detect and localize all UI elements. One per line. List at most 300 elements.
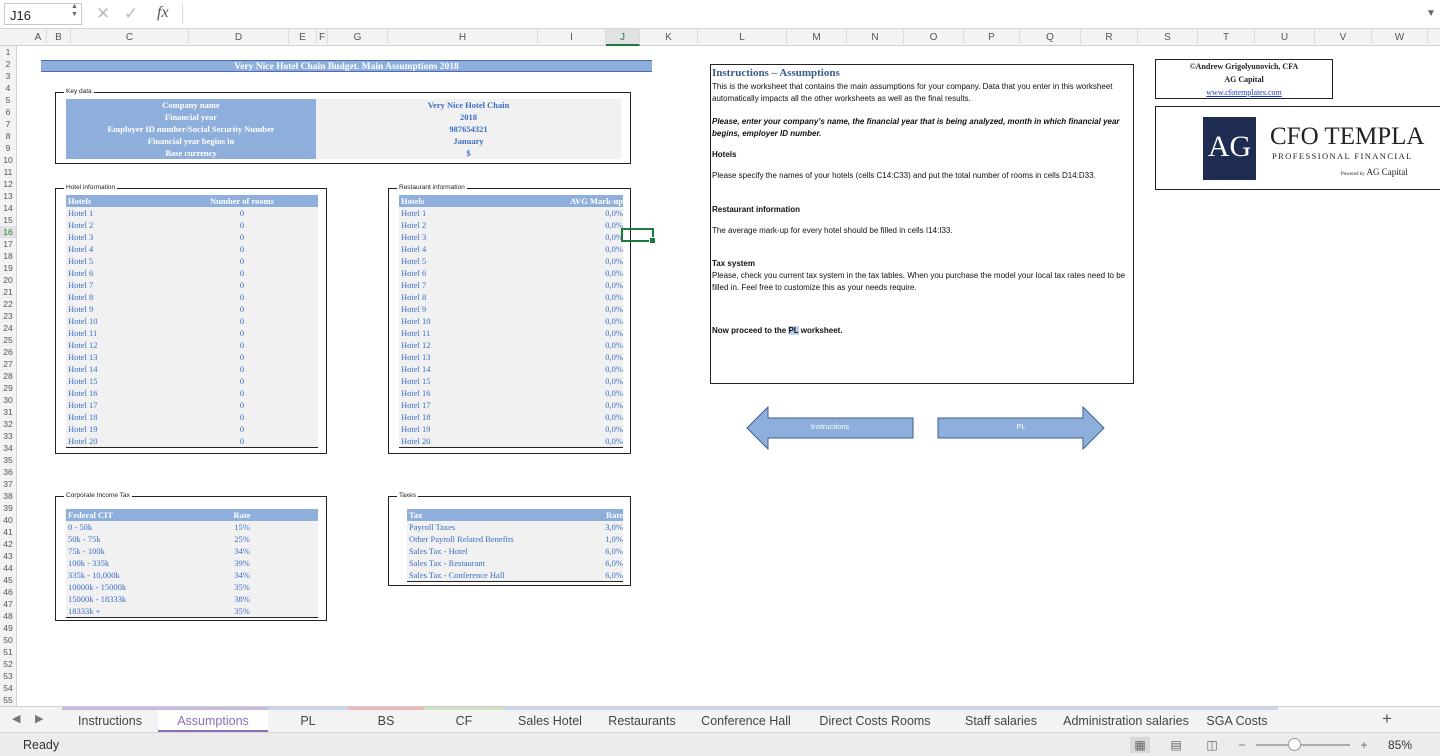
restaurant-info-value-cell[interactable]: 0,0% (605, 232, 623, 242)
column-header-w[interactable]: W (1372, 29, 1428, 46)
zoom-slider[interactable] (1256, 744, 1350, 746)
hotel-info-label-cell[interactable]: Hotel 1 (68, 208, 94, 218)
restaurant-info-row (399, 303, 623, 315)
restaurant-info-value-cell[interactable]: 0,0% (605, 220, 623, 230)
hotel-info-row (66, 339, 318, 351)
hotel-info-row (66, 363, 318, 375)
restaurant-info-value-cell[interactable]: 0,0% (605, 208, 623, 218)
row-header-13[interactable]: 13 (3, 191, 13, 201)
worksheet-grid[interactable] (17, 46, 1440, 706)
hotel-info-value-cell[interactable]: 0 (239, 376, 245, 386)
credit-box (1155, 59, 1333, 99)
row-header-1[interactable]: 1 (5, 47, 11, 57)
zoom-level[interactable]: 85% (1388, 738, 1413, 752)
row-header-54[interactable]: 54 (3, 683, 13, 693)
tab-pl[interactable]: PL (268, 707, 348, 732)
row-header-16[interactable]: 16 (0, 226, 16, 238)
row-header-11[interactable]: 11 (3, 167, 13, 177)
hotel-info-label-cell[interactable]: Hotel 13 (68, 352, 98, 362)
hotel-info-label-cell[interactable]: Hotel 8 (68, 292, 94, 302)
hotel-info-row (66, 243, 318, 255)
corporate-tax-label: Corporate Income Tax (66, 492, 130, 499)
row-header-50[interactable]: 50 (3, 635, 13, 645)
column-header-k[interactable]: K (640, 29, 698, 46)
selected-cell[interactable] (621, 228, 654, 242)
row-header-49[interactable]: 49 (3, 623, 13, 633)
cfo-templates-logo (1155, 106, 1440, 190)
corporate-tax-value-cell[interactable]: 34% (234, 570, 250, 580)
restaurant-info-box (388, 184, 631, 454)
hotel-info-value-cell[interactable]: 0 (239, 292, 245, 302)
restaurant-info-label-cell[interactable]: Hotel 14 (401, 364, 431, 374)
corporate-tax-label-cell[interactable]: 0 - 50k (68, 522, 93, 532)
hotel-info-label-cell[interactable]: Hotel 16 (68, 388, 98, 398)
taxes-label-cell[interactable]: Payroll Taxes (409, 522, 456, 532)
corporate-tax-header-col1: Federal CIT (68, 510, 114, 520)
instructions-restaurant-heading: Restaurant information (712, 205, 801, 214)
column-header-a[interactable]: A (30, 29, 47, 46)
restaurant-info-label-cell[interactable]: Hotel 5 (401, 256, 427, 266)
row-header-43[interactable]: 43 (3, 551, 13, 561)
restaurant-info-label-cell[interactable]: Hotel 17 (401, 400, 431, 410)
row-header-53[interactable]: 53 (3, 671, 13, 681)
row-header-26[interactable]: 26 (3, 347, 13, 357)
restaurant-info-value-cell[interactable]: 0,0% (605, 388, 623, 398)
add-sheet-icon[interactable]: + (1382, 709, 1392, 728)
function-icon[interactable]: fx (157, 4, 169, 21)
column-header-e[interactable]: E (289, 29, 317, 46)
key-data-value-cell[interactable]: 987654321 (316, 123, 621, 135)
column-header-o[interactable]: O (904, 29, 964, 46)
row-header-7[interactable]: 7 (5, 119, 11, 129)
column-header-l[interactable]: L (698, 29, 787, 46)
restaurant-info-label-cell[interactable]: Hotel 1 (401, 208, 427, 218)
restaurant-info-row (399, 279, 623, 291)
row-header-42[interactable]: 42 (3, 539, 13, 549)
restaurant-info-row (399, 219, 623, 231)
row-header-48[interactable]: 48 (3, 611, 13, 621)
corporate-tax-row (66, 593, 318, 605)
hotel-info-value-cell[interactable]: 0 (239, 412, 245, 422)
taxes-row (407, 533, 623, 545)
hotel-info-label-cell[interactable]: Hotel 18 (68, 412, 98, 422)
hotel-info-row (66, 219, 318, 231)
row-header-28[interactable]: 28 (3, 371, 13, 381)
hotel-info-row (66, 327, 318, 339)
key-data-row (66, 147, 621, 159)
row-header-38[interactable]: 38 (3, 491, 13, 501)
row-header-21[interactable]: 21 (3, 287, 13, 297)
instructions-tax-heading: Tax system (712, 259, 755, 268)
restaurant-info-value-cell[interactable]: 0,0% (605, 256, 623, 266)
corporate-tax-label-cell[interactable]: 100k - 335k (68, 558, 110, 568)
row-header-12[interactable]: 12 (3, 179, 13, 189)
taxes-label-cell[interactable]: Other Payroll Related Benefits (409, 534, 514, 544)
row-header-47[interactable]: 47 (3, 599, 13, 609)
row-header-5[interactable]: 5 (5, 95, 11, 105)
instructions-hotels: Please specify the names of your hotels (cells C14:C33) and put the total number of rooms in cells D14:D33. (712, 171, 1096, 180)
instructions-enter: Please, enter your company’s name, the financial year that is being analyzed, month in which financial year begins, employer ID number. (712, 117, 1120, 138)
proceed-link[interactable]: PL (788, 326, 799, 335)
hotel-info-value-cell[interactable]: 0 (239, 244, 245, 254)
restaurant-info-row (399, 375, 623, 387)
row-header-51[interactable]: 51 (3, 647, 13, 657)
hotel-info-row (66, 375, 318, 387)
restaurant-info-value-cell[interactable]: 0,0% (605, 280, 623, 290)
hotel-info-label-cell[interactable]: Hotel 17 (68, 400, 98, 410)
hotel-info-row (66, 267, 318, 279)
row-header-10[interactable]: 10 (3, 155, 13, 165)
restaurant-info-row (399, 243, 623, 255)
row-header-52[interactable]: 52 (3, 659, 13, 669)
restaurant-info-row (399, 339, 623, 351)
tab-cf[interactable]: CF (424, 707, 504, 732)
row-header-41[interactable]: 41 (3, 527, 13, 537)
column-header-c[interactable]: C (71, 29, 189, 46)
corporate-tax-value-cell[interactable]: 25% (234, 534, 250, 544)
key-data-value-cell[interactable]: January (316, 135, 621, 147)
hotel-info-row (66, 231, 318, 243)
tab-administration-salaries[interactable]: Administration salaries (1056, 707, 1196, 732)
key-data-row (66, 111, 621, 123)
restaurant-info-value-cell[interactable]: 0,0% (605, 316, 623, 326)
restaurant-info-label-cell[interactable]: Hotel 20 (401, 436, 431, 446)
restaurant-info-label-cell[interactable]: Hotel 4 (401, 244, 427, 254)
restaurant-info-label-cell[interactable]: Hotel 19 (401, 424, 431, 434)
restaurant-info-value-cell[interactable]: 0,0% (605, 400, 623, 410)
taxes-label-cell[interactable]: Sales Tax - Conference Hall (409, 570, 505, 580)
taxes-value-cell[interactable]: 6,0% (605, 546, 623, 556)
row-header-8[interactable]: 8 (5, 131, 11, 141)
name-box[interactable]: J16 (4, 3, 82, 25)
restaurant-info-row (399, 267, 623, 279)
row-header-14[interactable]: 14 (3, 203, 13, 213)
column-header-m[interactable]: M (787, 29, 847, 46)
restaurant-info-bottom-border (399, 447, 623, 448)
restaurant-info-value-cell[interactable]: 0,0% (605, 376, 623, 386)
restaurant-info-value-cell[interactable]: 0,0% (605, 268, 623, 278)
row-header-24[interactable]: 24 (3, 323, 13, 333)
column-header-g[interactable]: G (328, 29, 388, 46)
hotel-info-row (66, 351, 318, 363)
corporate-tax-row (66, 605, 318, 617)
row-header-36[interactable]: 36 (3, 467, 13, 477)
row-header-30[interactable]: 30 (3, 395, 13, 405)
corporate-tax-label-cell[interactable]: 15000k - 18333k (68, 594, 127, 604)
instructions-proceed (712, 325, 1132, 337)
taxes-box (388, 492, 631, 586)
row-header-9[interactable]: 9 (5, 143, 11, 153)
credit-company: AG Capital (1224, 75, 1264, 84)
confirm-icon[interactable]: ✓ (124, 4, 139, 23)
corporate-tax-label-cell[interactable]: 75k - 100k (68, 546, 105, 556)
column-header-f[interactable]: F (317, 29, 328, 46)
hotel-info-label-cell[interactable]: Hotel 9 (68, 304, 94, 314)
name-box-arrows-icon[interactable]: ▲ ▼ (71, 3, 78, 18)
instructions-restaurant: The average mark-up for every hotel should be filled in cells I14:I33. (712, 226, 953, 235)
restaurant-info-label: Restaurant information (399, 184, 465, 191)
key-data-row (66, 123, 621, 135)
hotel-info-value-cell[interactable]: 0 (239, 400, 245, 410)
normal-view-icon[interactable]: ▦ (1130, 737, 1150, 753)
hotel-info-value-cell[interactable]: 0 (239, 388, 245, 398)
restaurant-info-label-cell[interactable]: Hotel 8 (401, 292, 427, 302)
restaurant-info-value-cell[interactable]: 0,0% (605, 352, 623, 362)
restaurant-info-value-cell[interactable]: 0,0% (605, 328, 623, 338)
row-header-25[interactable]: 25 (3, 335, 13, 345)
hotel-info-label-cell[interactable]: Hotel 3 (68, 232, 94, 242)
column-header-b[interactable]: B (47, 29, 71, 46)
row-header-20[interactable]: 20 (3, 275, 13, 285)
column-header-j[interactable]: J (606, 29, 640, 46)
hotel-info-label-cell[interactable]: Hotel 2 (68, 220, 94, 230)
proceed-text: Now proceed to the (712, 326, 789, 335)
hotel-info-header-col1: Hotels (68, 196, 92, 206)
taxes-row (407, 569, 623, 581)
tab-conference-hall[interactable]: Conference Hall (688, 707, 804, 732)
restaurant-info-label-cell[interactable]: Hotel 3 (401, 232, 427, 242)
taxes-value-cell[interactable]: 6,0% (605, 558, 623, 568)
row-header-17[interactable]: 17 (3, 239, 13, 249)
cancel-icon[interactable]: ✕ (96, 4, 111, 23)
hotel-info-value-cell[interactable]: 0 (239, 232, 245, 242)
column-header-t[interactable]: T (1198, 29, 1255, 46)
instructions-tax: Please, check you current tax system in the tax tables. When you purchase the model your local tax rates need to be filled in. Feel free to customize this as your needs require. (712, 271, 1126, 292)
row-header-18[interactable]: 18 (3, 251, 13, 261)
row-header-44[interactable]: 44 (3, 563, 13, 573)
prev-sheet-icon[interactable]: ◀ (12, 713, 21, 725)
column-header-d[interactable]: D (189, 29, 289, 46)
key-data-label-cell: Financial year begins in (66, 135, 316, 147)
row-header-45[interactable]: 45 (3, 575, 13, 585)
key-data-box (55, 88, 631, 164)
corporate-tax-label-cell[interactable]: 18333k + (68, 606, 101, 616)
tab-restaurants[interactable]: Restaurants (596, 707, 688, 732)
column-header-q[interactable]: Q (1020, 29, 1081, 46)
zoom-slider-knob[interactable] (1288, 738, 1301, 751)
restaurant-info-label-cell[interactable]: Hotel 16 (401, 388, 431, 398)
key-data-value-cell[interactable]: $ (316, 147, 621, 159)
key-data-table (66, 99, 621, 159)
tab-assumptions[interactable]: Assumptions (158, 707, 268, 732)
instructions-nav-button[interactable] (746, 406, 914, 450)
hotel-info-row (66, 423, 318, 435)
hotel-info-label-cell[interactable]: Hotel 20 (68, 436, 98, 446)
hotel-info-label-cell[interactable]: Hotel 6 (68, 268, 94, 278)
row-header-40[interactable]: 40 (3, 515, 13, 525)
row-header-46[interactable]: 46 (3, 587, 13, 597)
hotel-info-value-cell[interactable]: 0 (239, 208, 245, 218)
hotel-info-label-cell[interactable]: Hotel 4 (68, 244, 94, 254)
hotel-info-value-cell[interactable]: 0 (239, 280, 245, 290)
hotel-info-label-cell[interactable]: Hotel 14 (68, 364, 98, 374)
powered-prefix: Powered by (1341, 172, 1365, 177)
hotel-info-value-cell[interactable]: 0 (239, 352, 245, 362)
row-header-6[interactable]: 6 (5, 107, 11, 117)
column-headers (0, 29, 1440, 46)
proceed-text-end: worksheet. (798, 326, 843, 335)
next-sheet-icon[interactable]: ▶ (35, 713, 44, 725)
taxes-value-cell[interactable]: 3,0% (605, 522, 623, 532)
restaurant-info-label-cell[interactable]: Hotel 9 (401, 304, 427, 314)
tab-direct-costs-rooms[interactable]: Direct Costs Rooms (804, 707, 946, 732)
hotel-info-label-cell[interactable]: Hotel 5 (68, 256, 94, 266)
corporate-tax-row (66, 569, 318, 581)
restaurant-info-label-cell[interactable]: Hotel 15 (401, 376, 431, 386)
taxes-label-cell[interactable]: Sales Tax - Restaurant (409, 558, 485, 568)
hotel-info-value-cell[interactable]: 0 (239, 304, 245, 314)
column-header-u[interactable]: U (1255, 29, 1315, 46)
row-header-22[interactable]: 22 (3, 299, 13, 309)
tab-sga-costs[interactable]: SGA Costs (1196, 707, 1278, 732)
hotel-info-value-cell[interactable]: 0 (239, 328, 245, 338)
tab-bs[interactable]: BS (348, 707, 424, 732)
key-data-label-cell: Financial year (66, 111, 316, 123)
hotel-info-value-cell[interactable]: 0 (239, 220, 245, 230)
corporate-tax-value-cell[interactable]: 34% (234, 546, 250, 556)
hotel-info-value-cell[interactable]: 0 (239, 424, 245, 434)
restaurant-info-value-cell[interactable]: 0,0% (605, 436, 623, 446)
row-headers (0, 46, 17, 706)
credit-url-link[interactable]: www.cfotemplates.com (1206, 88, 1282, 97)
hotel-info-value-cell[interactable]: 0 (239, 436, 245, 446)
column-header-v[interactable]: V (1315, 29, 1372, 46)
hotel-info-row (66, 435, 318, 447)
zoom-out-icon[interactable]: − (1238, 738, 1246, 752)
key-data-row (66, 135, 621, 147)
restaurant-info-value-cell[interactable]: 0,0% (605, 340, 623, 350)
tab-sales-hotel[interactable]: Sales Hotel (504, 707, 596, 732)
key-data-value-cell[interactable]: Very Nice Hotel Chain (316, 99, 621, 111)
restaurant-info-value-cell[interactable]: 0,0% (605, 412, 623, 422)
hotel-info-value-cell[interactable]: 0 (239, 316, 245, 326)
restaurant-info-label-cell[interactable]: Hotel 11 (401, 328, 431, 338)
hotel-info-label-cell[interactable]: Hotel 10 (68, 316, 98, 326)
row-header-19[interactable]: 19 (3, 263, 13, 273)
row-header-33[interactable]: 33 (3, 431, 13, 441)
taxes-row (407, 557, 623, 569)
restaurant-info-label-cell[interactable]: Hotel 6 (401, 268, 427, 278)
hotel-info-value-cell[interactable]: 0 (239, 364, 245, 374)
row-header-32[interactable]: 32 (3, 419, 13, 429)
row-header-15[interactable]: 15 (3, 215, 13, 225)
taxes-bottom-border (407, 581, 623, 582)
row-header-4[interactable]: 4 (5, 83, 11, 93)
restaurant-info-value-cell[interactable]: 0,0% (605, 364, 623, 374)
row-header-2[interactable]: 2 (5, 59, 11, 69)
hotel-info-row (66, 291, 318, 303)
corporate-tax-value-cell[interactable]: 15% (234, 522, 250, 532)
row-header-31[interactable]: 31 (3, 407, 13, 417)
row-header-29[interactable]: 29 (3, 383, 13, 393)
column-header-p[interactable]: P (964, 29, 1020, 46)
restaurant-info-value-cell[interactable]: 0,0% (605, 292, 623, 302)
restaurant-info-value-cell[interactable]: 0,0% (605, 424, 623, 434)
corporate-tax-label-cell[interactable]: 50k - 75k (68, 534, 101, 544)
restaurant-info-label-cell[interactable]: Hotel 18 (401, 412, 431, 422)
restaurant-info-label-cell[interactable]: Hotel 12 (401, 340, 431, 350)
hotel-info-label-cell[interactable]: Hotel 15 (68, 376, 98, 386)
row-header-39[interactable]: 39 (3, 503, 13, 513)
taxes-row (407, 545, 623, 557)
hotel-info-row (66, 279, 318, 291)
key-data-label-cell: Base currency (66, 147, 316, 159)
corporate-tax-label-cell[interactable]: 335k - 10,000k (68, 570, 120, 580)
credit-author: ©Andrew Grigolyunovich, CFA (1189, 62, 1299, 71)
corporate-tax-row (66, 521, 318, 533)
restaurant-info-row (399, 231, 623, 243)
hotel-info-label-cell[interactable]: Hotel 7 (68, 280, 94, 290)
tab-staff-salaries[interactable]: Staff salaries (946, 707, 1056, 732)
restaurant-info-label-cell[interactable]: Hotel 13 (401, 352, 431, 362)
key-data-label-cell: Employer ID number/Social Security Number (66, 123, 316, 135)
instructions-hotels-heading: Hotels (712, 150, 737, 159)
restaurant-info-label-cell[interactable]: Hotel 2 (401, 220, 427, 230)
restaurant-info-label-cell[interactable]: Hotel 10 (401, 316, 431, 326)
row-header-35[interactable]: 35 (3, 455, 13, 465)
ag-logo-mark: AG (1203, 117, 1256, 180)
hotel-info-value-cell[interactable]: 0 (239, 256, 245, 266)
tab-instructions[interactable]: Instructions (62, 707, 158, 732)
page-layout-icon[interactable]: ▤ (1170, 738, 1182, 752)
column-header-r[interactable]: R (1081, 29, 1138, 46)
instructions-box (710, 64, 1134, 384)
taxes-label-cell[interactable]: Sales Tax - Hotel (409, 546, 468, 556)
column-header-h[interactable]: H (388, 29, 538, 46)
row-header-3[interactable]: 3 (5, 71, 11, 81)
key-data-value-cell[interactable]: 2018 (316, 111, 621, 123)
restaurant-info-label-cell[interactable]: Hotel 7 (401, 280, 427, 290)
zoom-in-icon[interactable]: + (1360, 738, 1368, 752)
key-data-row (66, 99, 621, 111)
row-header-55[interactable]: 55 (3, 695, 13, 705)
restaurant-info-value-cell[interactable]: 0,0% (605, 244, 623, 254)
hotel-info-value-cell[interactable]: 0 (239, 268, 245, 278)
restaurant-info-value-cell[interactable]: 0,0% (605, 304, 623, 314)
row-header-23[interactable]: 23 (3, 311, 13, 321)
key-data-label: Key data (66, 88, 92, 95)
corporate-tax-value-cell[interactable]: 38% (234, 594, 250, 604)
hotel-info-row (66, 399, 318, 411)
hotel-info-label-cell[interactable]: Hotel 11 (68, 328, 98, 338)
row-header-37[interactable]: 37 (3, 479, 13, 489)
hotel-info-label-cell[interactable]: Hotel 12 (68, 340, 98, 350)
corporate-tax-value-cell[interactable]: 35% (234, 606, 250, 616)
row-header-27[interactable]: 27 (3, 359, 13, 369)
restaurant-info-row (399, 399, 623, 411)
column-header-i[interactable]: I (538, 29, 606, 46)
column-header-s[interactable]: S (1138, 29, 1198, 46)
hotel-info-row (66, 255, 318, 267)
instructions-nav-label: Instructions (810, 422, 850, 431)
restaurant-info-row (399, 207, 623, 219)
corporate-tax-label-cell[interactable]: 10000k - 15000k (68, 582, 127, 592)
corporate-tax-value-cell[interactable]: 39% (234, 558, 250, 568)
sheet-tab-bar (0, 706, 1440, 732)
expand-formula-icon[interactable]: ▼ (1426, 8, 1436, 19)
restaurant-info-header-col1: Hotels (401, 196, 425, 206)
restaurant-info-table (399, 195, 623, 447)
pl-nav-button[interactable] (937, 406, 1105, 450)
page-break-icon[interactable]: ◫ (1206, 738, 1218, 752)
taxes-value-cell[interactable]: 6,0% (605, 570, 623, 580)
hotel-info-value-cell[interactable]: 0 (239, 340, 245, 350)
hotel-info-label-cell[interactable]: Hotel 19 (68, 424, 98, 434)
corporate-tax-value-cell[interactable]: 35% (234, 582, 250, 592)
row-header-34[interactable]: 34 (3, 443, 13, 453)
column-header-n[interactable]: N (847, 29, 904, 46)
taxes-value-cell[interactable]: 1,0% (605, 534, 623, 544)
